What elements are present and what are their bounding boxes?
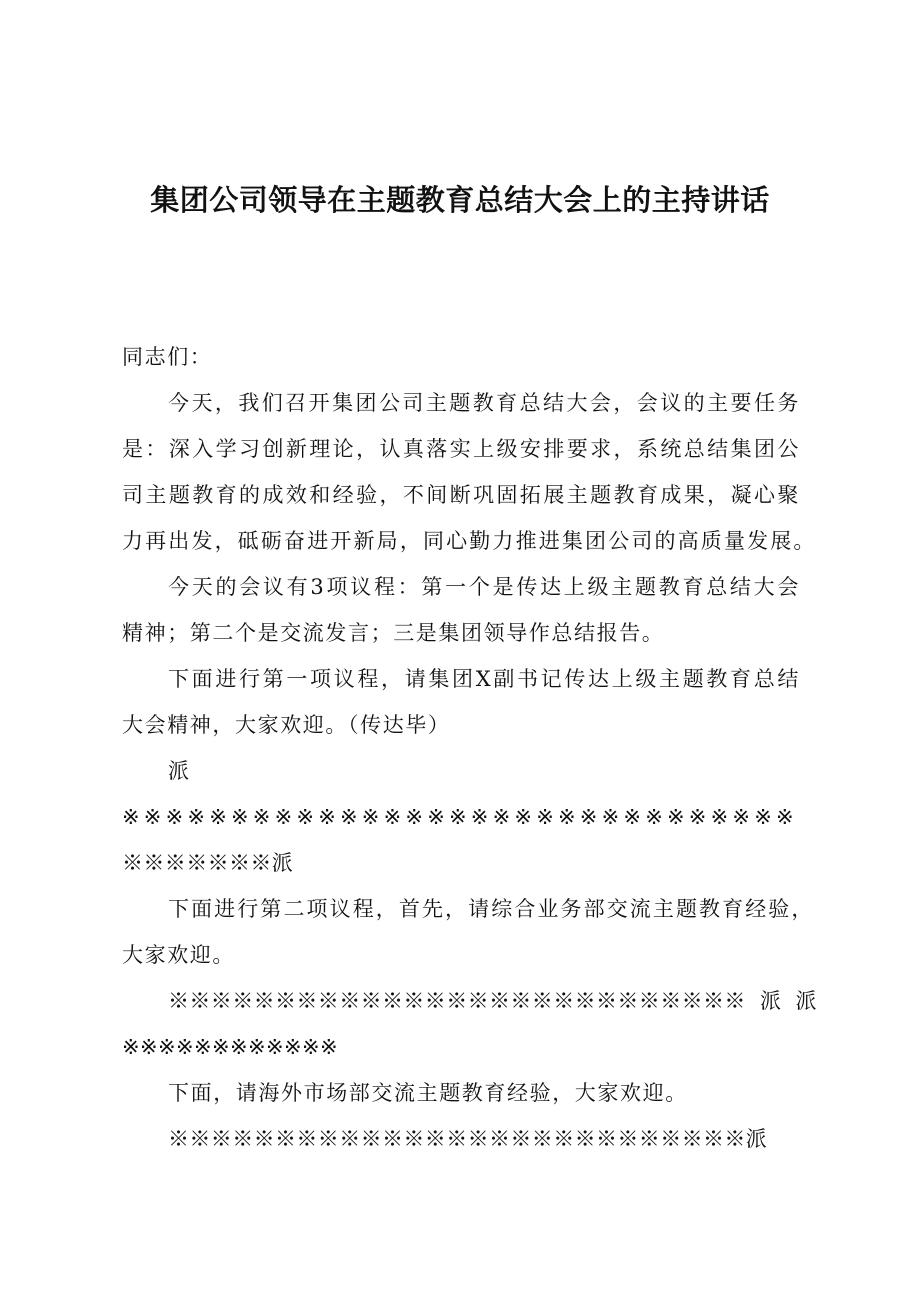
paragraph-line: 大家欢迎。 [122, 943, 235, 967]
placeholder-line: ※※※※※※※派 [122, 851, 294, 875]
paragraph-line: 精神；第二个是交流发言；三是集团领导作总结报告。 [122, 621, 665, 645]
placeholder-line: ※※※※※※※※※※※※※※※※※※※※※※※※※※※※※※※ [122, 805, 794, 829]
paragraph-line: 力再出发，砥砺奋进开新局，同心勤力推进集团公司的高质量发展。 [122, 529, 816, 553]
placeholder-line: ※※※※※※※※※※※※※※※※※※※※※※※※※※※派 [168, 1127, 768, 1151]
document-title: 集团公司领导在主题教育总结大会上的主持讲话 [150, 183, 770, 217]
salutation: 同志们： [122, 345, 213, 369]
placeholder-line: ※※※※※※※※※※※※※※※※※※※※※※※※※※※ 派 派 [168, 989, 817, 1013]
paragraph-line: 司主题教育的成效和经验，不间断巩固拓展主题教育成果，凝心聚 [122, 483, 800, 507]
paragraph-line: 大会精神，大家欢迎。（传达毕） [122, 713, 451, 737]
paragraph-line: 是：深入学习创新理论，认真落实上级安排要求，系统总结集团公 [122, 437, 800, 461]
paragraph-line: 派 [168, 759, 191, 783]
paragraph-line: 下面进行第二项议程，首先，请综合业务部交流主题教育经验， [168, 897, 814, 921]
paragraph-line: 今天，我们召开集团公司主题教育总结大会，会议的主要任务 [168, 391, 800, 415]
paragraph-line: 今天的会议有3项议程：第一个是传达上级主题教育总结大会 [168, 575, 800, 599]
paragraph-line: 下面，请海外市场部交流主题教育经验，大家欢迎。 [168, 1081, 688, 1105]
placeholder-line: ※※※※※※※※※※※※ [122, 1035, 338, 1059]
paragraph-line: 下面进行第一项议程，请集团X副书记传达上级主题教育总结 [168, 667, 800, 691]
